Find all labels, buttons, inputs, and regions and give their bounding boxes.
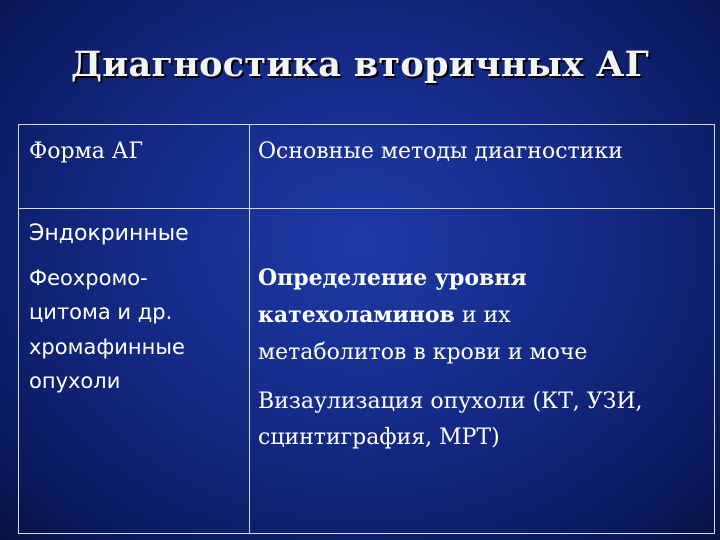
table-column-divider <box>249 125 250 533</box>
method-line-2-rest: и их <box>454 303 511 328</box>
method-line-3: метаболитов в крови и моче <box>258 340 588 365</box>
group-endocrine: Эндокринные <box>29 221 189 246</box>
method-line-1: Определение уровня <box>258 265 527 291</box>
method-line-5: сцинтиграфия, МРТ) <box>258 425 500 450</box>
method-line-2 <box>258 300 511 331</box>
form-line-3: хромафинные <box>29 335 185 359</box>
diagnostics-table <box>18 124 715 534</box>
header-methods: Основные методы диагностики <box>258 139 623 164</box>
method-line-4: Визаулизация опухоли (КТ, УЗИ, <box>258 389 643 414</box>
form-line-1: Феохромо- <box>29 266 148 290</box>
slide-title: Диагностика вторичных АГ <box>70 44 650 85</box>
form-line-2: цитома и др. <box>29 300 173 324</box>
table-row-divider <box>19 208 714 209</box>
form-line-4: опухоли <box>29 369 121 393</box>
method-line-2-bold: катехоламинов <box>258 302 455 328</box>
header-form: Форма АГ <box>29 139 144 164</box>
